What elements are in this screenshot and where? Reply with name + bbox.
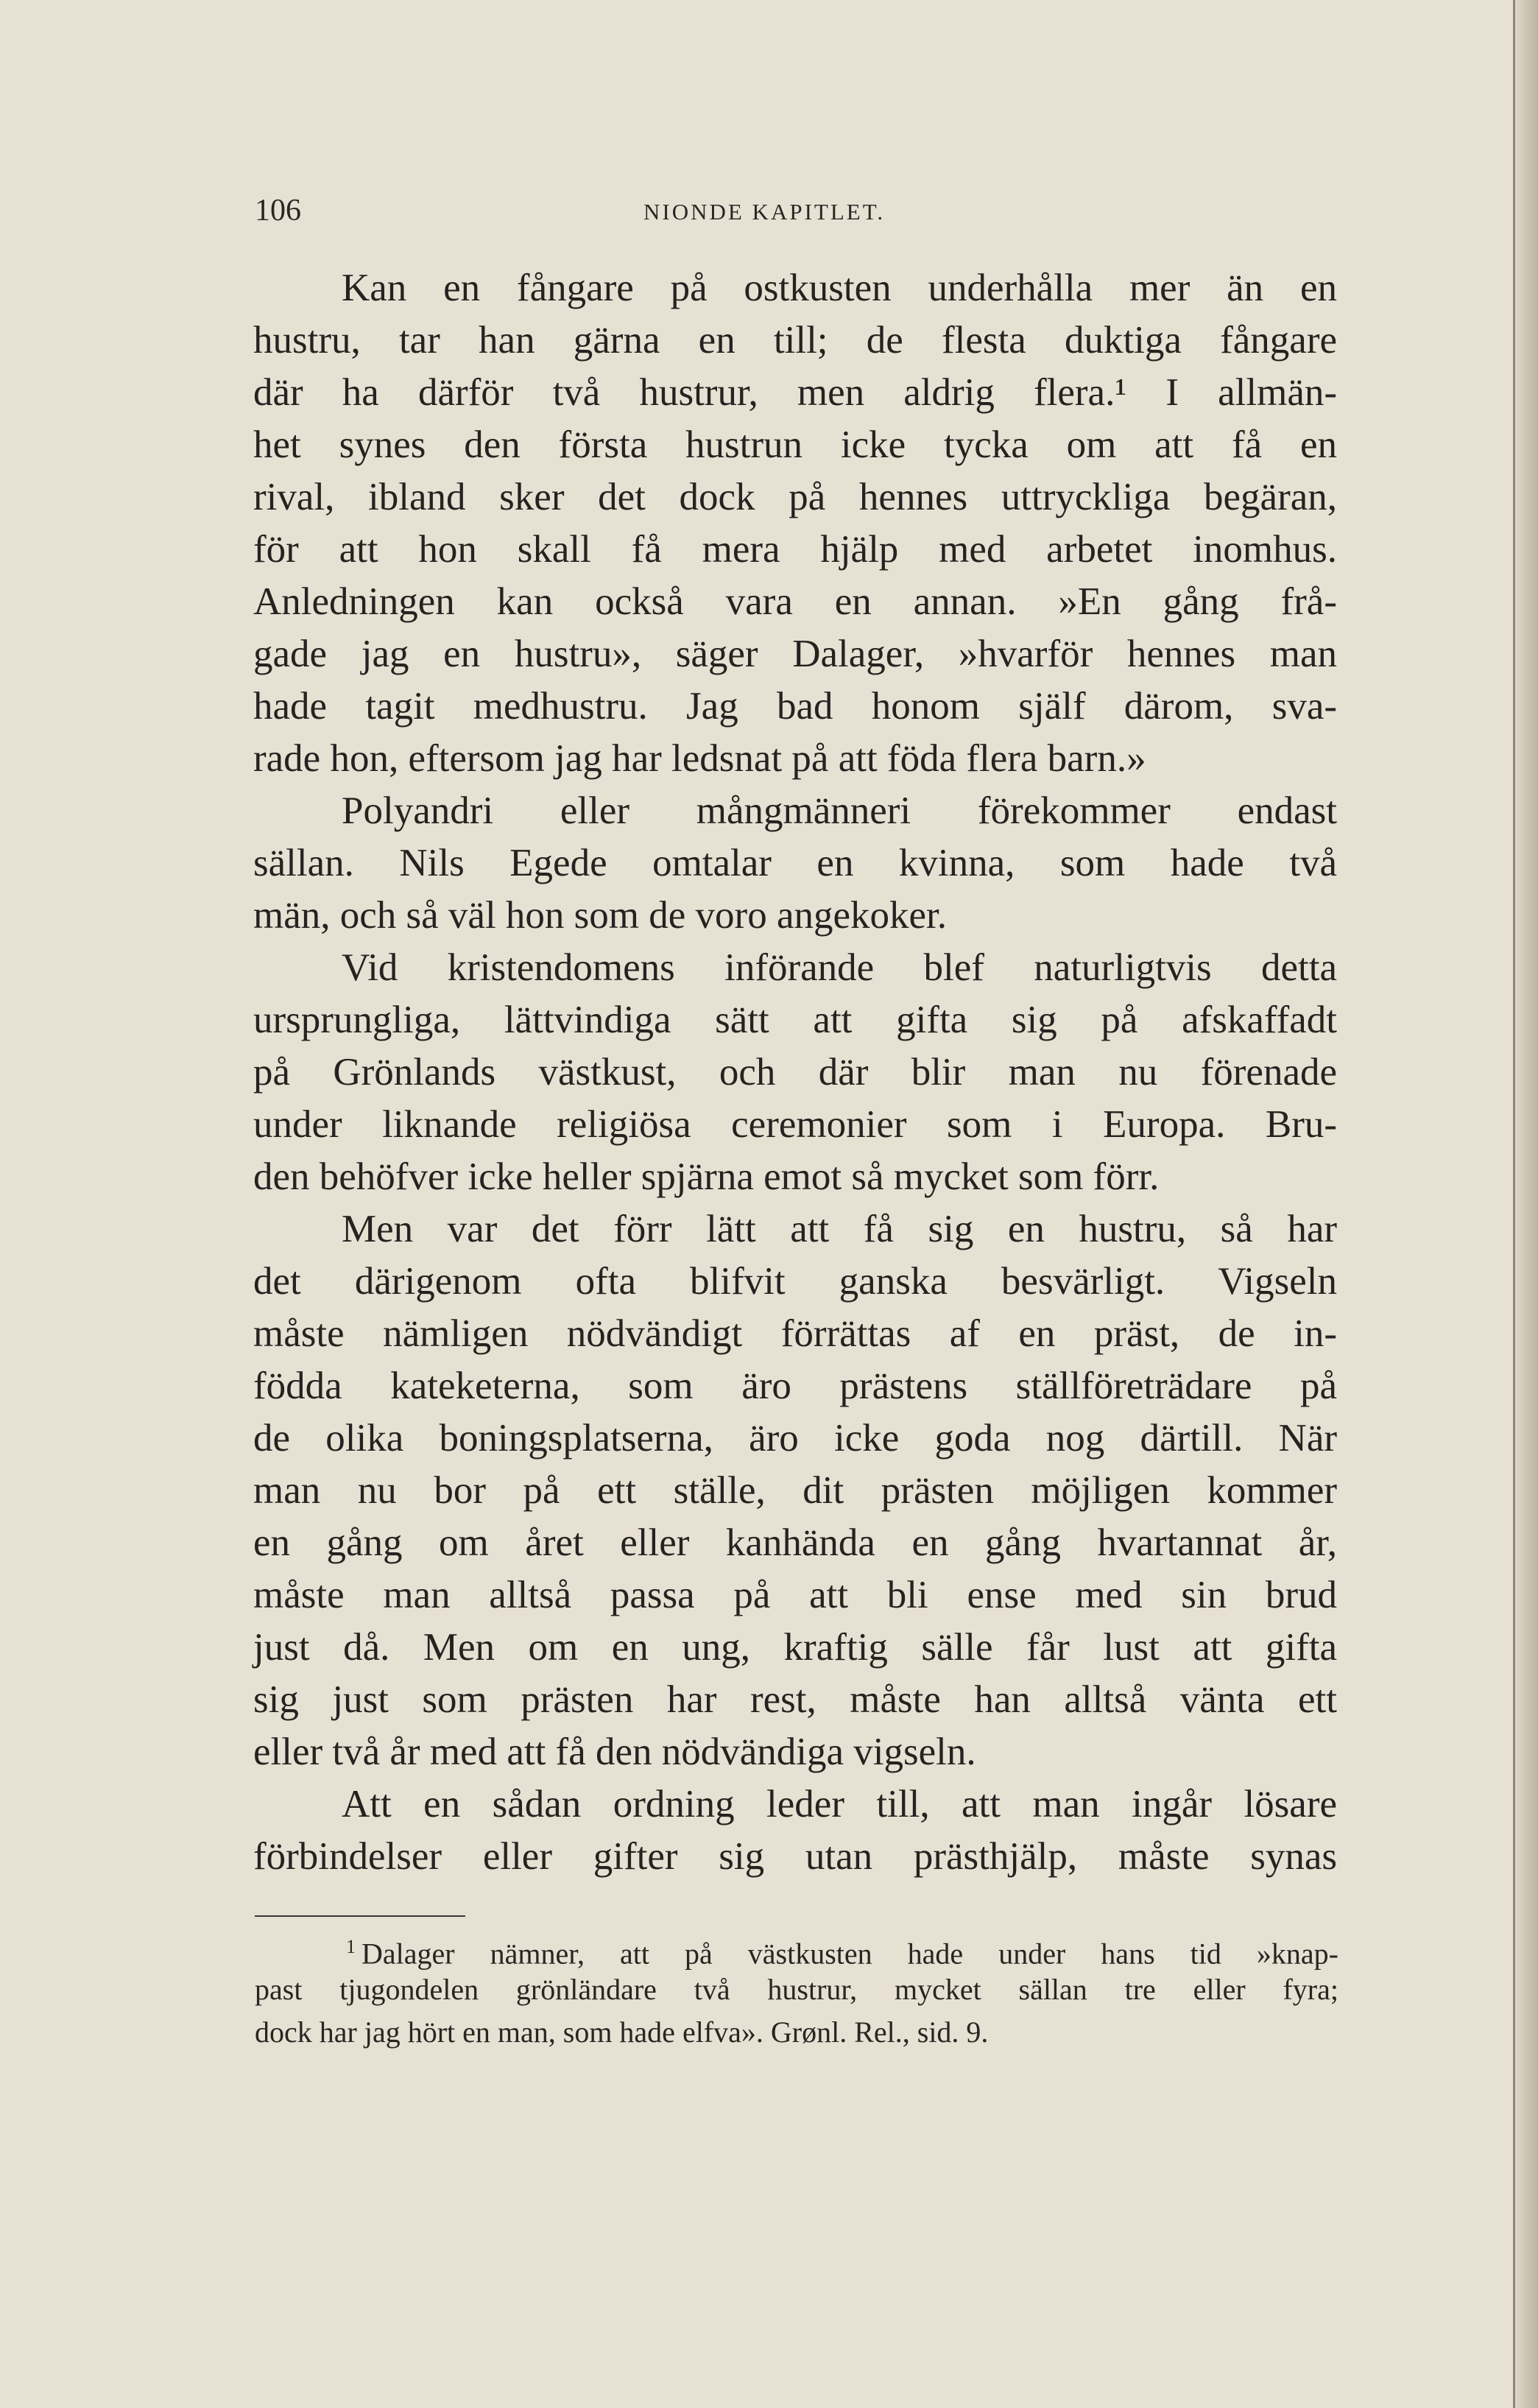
text-line: på Grönlands västkust, och där blir man nu förenade bbox=[253, 1051, 1337, 1094]
page-edge bbox=[1513, 0, 1538, 2408]
footnote-line: past tjugondelen grönländare två hustrur, mycket sällan tre eller fyra; bbox=[255, 1973, 1338, 2006]
text-line: Kan en fångare på ostkusten underhålla mer än en bbox=[342, 267, 1337, 309]
text-line: Anledningen kan också vara en annan. »En gång frå- bbox=[253, 580, 1337, 623]
text-line: just då. Men om en ung, kraftig sälle får lust att gifta bbox=[253, 1626, 1337, 1669]
running-head bbox=[255, 193, 1337, 237]
page-number: 106 bbox=[255, 194, 301, 228]
text-line: hade tagit medhustru. Jag bad honom själf därom, sva- bbox=[253, 685, 1337, 728]
footnote-line bbox=[255, 1926, 1338, 1971]
text-line: det därigenom ofta blifvit ganska besvärligt. Vigseln bbox=[253, 1260, 1337, 1303]
text-line: den behöfver icke heller spjärna emot så mycket som förr. bbox=[253, 1155, 1160, 1198]
text-line: hustru, tar han gärna en till; de flesta duktiga fångare bbox=[253, 319, 1337, 362]
text-line: gade jag en hustru», säger Dalager, »hvarför hennes man bbox=[253, 633, 1337, 675]
footnote-divider bbox=[255, 1915, 465, 1917]
text-line: Vid kristendomens införande blef naturligtvis detta bbox=[342, 946, 1337, 989]
text-line: där ha därför två hustrur, men aldrig flera.¹ I allmän- bbox=[253, 371, 1337, 414]
body-text bbox=[253, 262, 1337, 1883]
text-line: män, och så väl hon som de voro angekoker. bbox=[253, 894, 947, 937]
footnote-line: dock har jag hört en man, som hade elfva». Grønl. Rel., sid. 9. bbox=[255, 2016, 989, 2049]
footnote bbox=[255, 1926, 1338, 2054]
text-line: sällan. Nils Egede omtalar en kvinna, som hade två bbox=[253, 842, 1337, 884]
text-line: eller två år med att få den nödvändiga vigseln. bbox=[253, 1731, 976, 1773]
text-line: Polyandri eller mångmänneri förekommer endast bbox=[342, 789, 1337, 832]
text-line: sig just som prästen har rest, måste han alltså vänta ett bbox=[253, 1678, 1337, 1721]
text-line: för att hon skall få mera hjälp med arbetet inomhus. bbox=[253, 528, 1337, 571]
text-line: de olika boningsplatserna, äro icke goda nog därtill. När bbox=[253, 1417, 1337, 1460]
footnote-marker: 1 bbox=[346, 1936, 356, 1957]
chapter-title: NIONDE KAPITLET. bbox=[643, 199, 886, 225]
footnote-line-text: Dalager nämner, att på västkusten hade under hans tid »knap- bbox=[361, 1937, 1338, 1971]
text-line: rival, ibland sker det dock på hennes uttryckliga begäran, bbox=[253, 476, 1337, 518]
text-line: under liknande religiösa ceremonier som i Europa. Bru- bbox=[253, 1103, 1337, 1146]
text-line: måste man alltså passa på att bli ense med sin brud bbox=[253, 1574, 1337, 1616]
text-line: man nu bor på ett ställe, dit prästen möjligen kommer bbox=[253, 1469, 1337, 1512]
text-line: Att en sådan ordning leder till, att man ingår lösare bbox=[342, 1783, 1337, 1826]
text-line: rade hon, eftersom jag har ledsnat på att föda flera barn.» bbox=[253, 737, 1146, 780]
text-line: ursprungliga, lättvindiga sätt att gifta sig på afskaffadt bbox=[253, 999, 1337, 1041]
text-line: het synes den första hustrun icke tycka om att få en bbox=[253, 423, 1337, 466]
text-line: Men var det förr lätt att få sig en hustru, så har bbox=[342, 1208, 1337, 1250]
text-line: förbindelser eller gifter sig utan prästhjälp, måste synas bbox=[253, 1835, 1337, 1878]
text-line: födda kateketerna, som äro prästens ställföreträdare på bbox=[253, 1365, 1337, 1407]
text-line: måste nämligen nödvändigt förrättas af en präst, de in- bbox=[253, 1312, 1337, 1355]
text-line: en gång om året eller kanhända en gång hvartannat år, bbox=[253, 1521, 1337, 1564]
